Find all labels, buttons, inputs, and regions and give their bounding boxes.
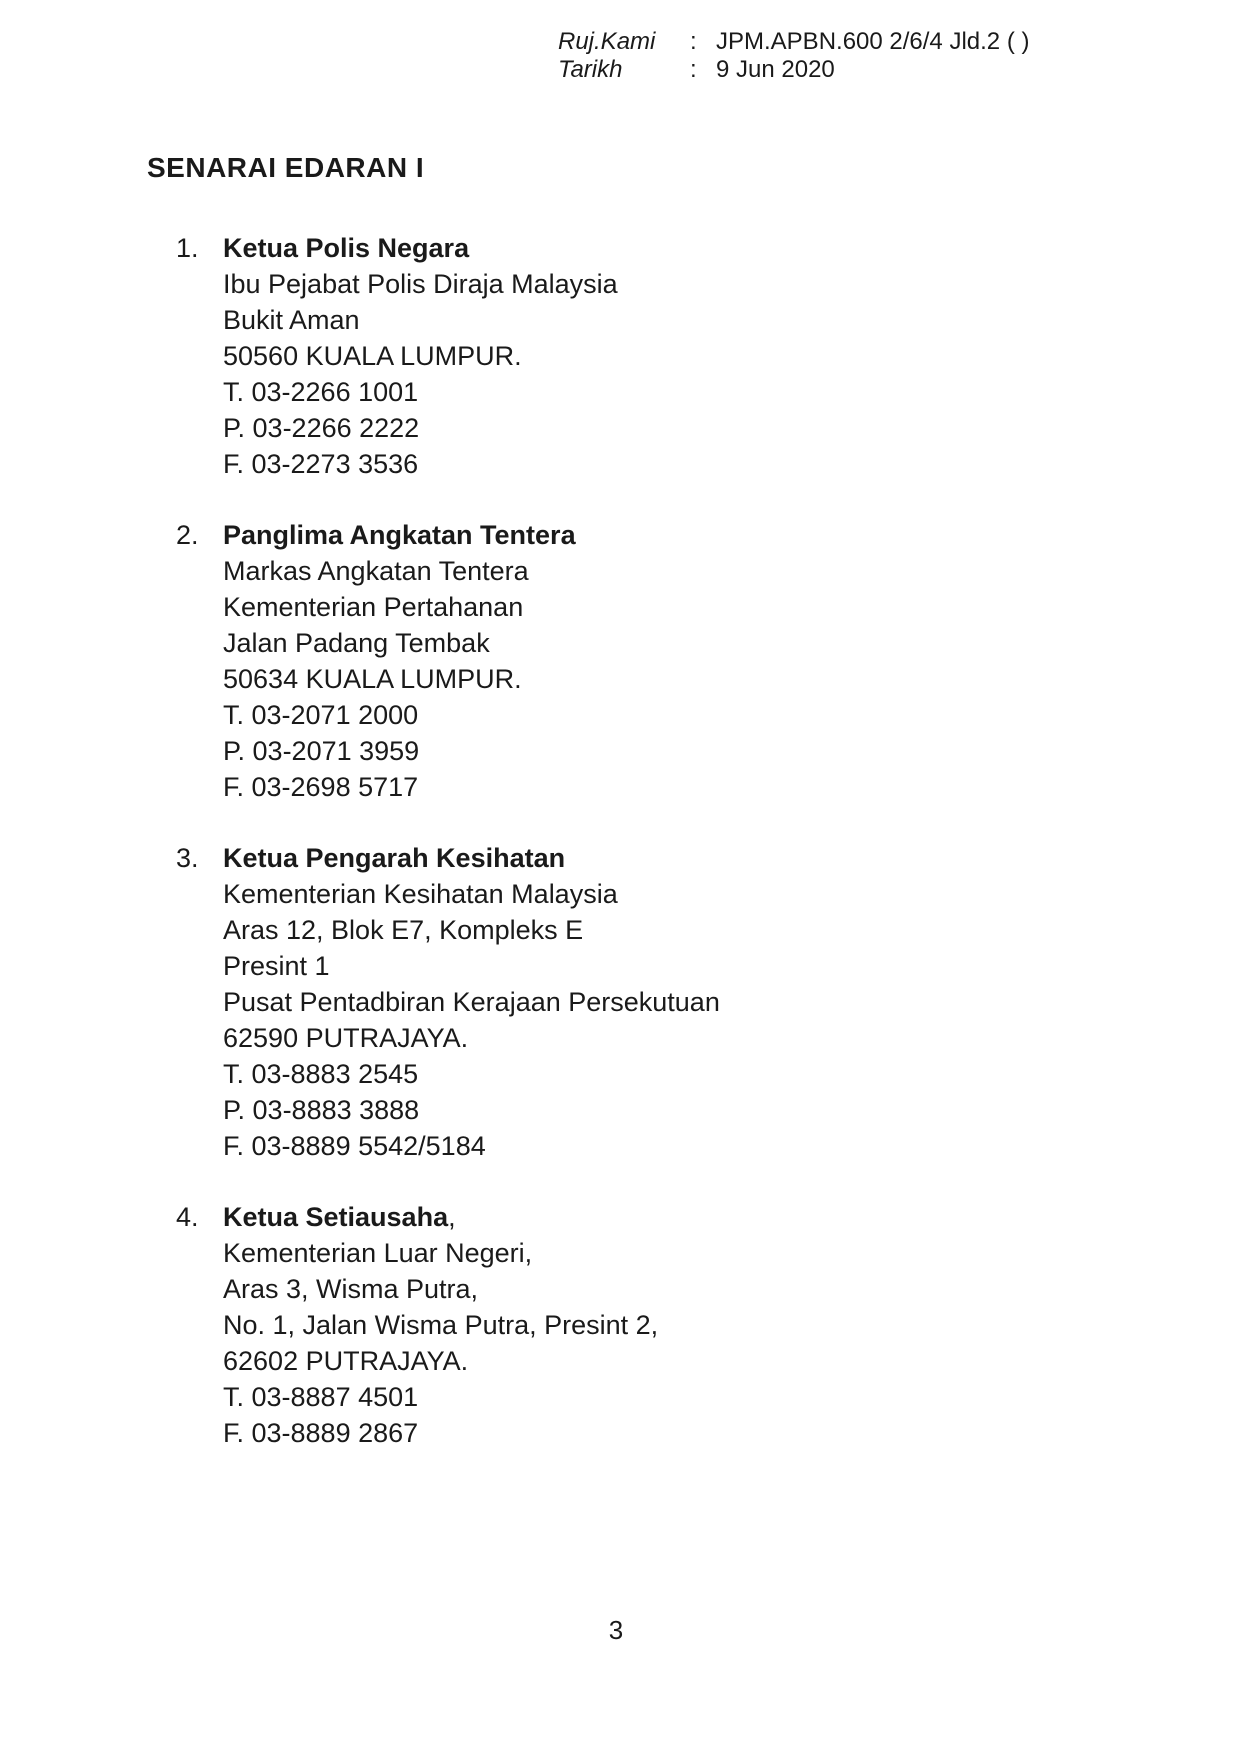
item-lines (223, 553, 1016, 805)
address-line: Kementerian Pertahanan (223, 592, 524, 622)
ref-separator: : (690, 28, 697, 55)
address-line: T. 03-2266 1001 (223, 377, 419, 407)
item-number: 3. (176, 843, 199, 873)
item-name: Panglima Angkatan Tentera (223, 520, 576, 550)
item-name-suffix: , (448, 1202, 456, 1232)
address-line: T. 03-8883 2545 (223, 1059, 419, 1089)
item-number: 4. (176, 1202, 199, 1232)
address-line: No. 1, Jalan Wisma Putra, Presint 2, (223, 1310, 659, 1340)
item-body (223, 1199, 1016, 1451)
address-line: F. 03-2273 3536 (223, 449, 419, 479)
item-lines (223, 266, 1016, 482)
date-row (558, 56, 1029, 84)
page-title: SENARAI EDARAN I (147, 152, 425, 183)
item-name: Ketua Polis Negara (223, 233, 470, 263)
list-item (176, 517, 1016, 805)
address-line: F. 03-8889 2867 (223, 1418, 419, 1448)
reference-block (558, 28, 1029, 84)
address-line: Markas Angkatan Tentera (223, 556, 529, 586)
address-line: Ibu Pejabat Polis Diraja Malaysia (223, 269, 618, 299)
address-line: F. 03-8889 5542/5184 (223, 1131, 486, 1161)
address-line: P. 03-8883 3888 (223, 1095, 420, 1125)
date-value: 9 Jun 2020 (716, 56, 835, 83)
address-line: 62590 PUTRAJAYA. (223, 1023, 469, 1053)
address-line: 62602 PUTRAJAYA. (223, 1346, 469, 1376)
distribution-list (176, 230, 1016, 1486)
item-lines (223, 876, 1016, 1164)
address-line: P. 03-2266 2222 (223, 413, 420, 443)
reference-row (558, 28, 1029, 56)
item-name: Ketua Pengarah Kesihatan (223, 843, 566, 873)
item-body (223, 840, 1016, 1164)
address-line: 50560 KUALA LUMPUR. (223, 341, 522, 371)
item-lines (223, 1235, 1016, 1451)
item-body (223, 230, 1016, 482)
address-line: Presint 1 (223, 951, 330, 981)
list-item (176, 840, 1016, 1164)
address-line: T. 03-8887 4501 (223, 1382, 419, 1412)
address-line: Kementerian Luar Negeri, (223, 1238, 533, 1268)
item-name-line (223, 1199, 1016, 1235)
list-item (176, 230, 1016, 482)
address-line: Aras 3, Wisma Putra, (223, 1274, 479, 1304)
ref-value: JPM.APBN.600 2/6/4 Jld.2 ( ) (716, 28, 1030, 55)
item-name-line (223, 840, 1016, 876)
address-line: Aras 12, Blok E7, Kompleks E (223, 915, 584, 945)
page-number: 3 (608, 1615, 624, 1645)
address-line: Bukit Aman (223, 305, 360, 335)
address-line: Jalan Padang Tembak (223, 628, 490, 658)
address-line: P. 03-2071 3959 (223, 736, 420, 766)
address-line: Pusat Pentadbiran Kerajaan Persekutuan (223, 987, 720, 1017)
item-name-line (223, 230, 1016, 266)
item-number: 1. (176, 233, 199, 263)
address-line: F. 03-2698 5717 (223, 772, 419, 802)
address-line: T. 03-2071 2000 (223, 700, 419, 730)
date-separator: : (690, 56, 697, 83)
item-number: 2. (176, 520, 199, 550)
item-name: Ketua Setiausaha (223, 1202, 449, 1232)
address-line: Kementerian Kesihatan Malaysia (223, 879, 618, 909)
address-line: 50634 KUALA LUMPUR. (223, 664, 522, 694)
ref-label: Ruj.Kami (558, 28, 656, 55)
item-body (223, 517, 1016, 805)
date-label: Tarikh (558, 56, 623, 83)
list-item (176, 1199, 1016, 1451)
item-name-line (223, 517, 1016, 553)
